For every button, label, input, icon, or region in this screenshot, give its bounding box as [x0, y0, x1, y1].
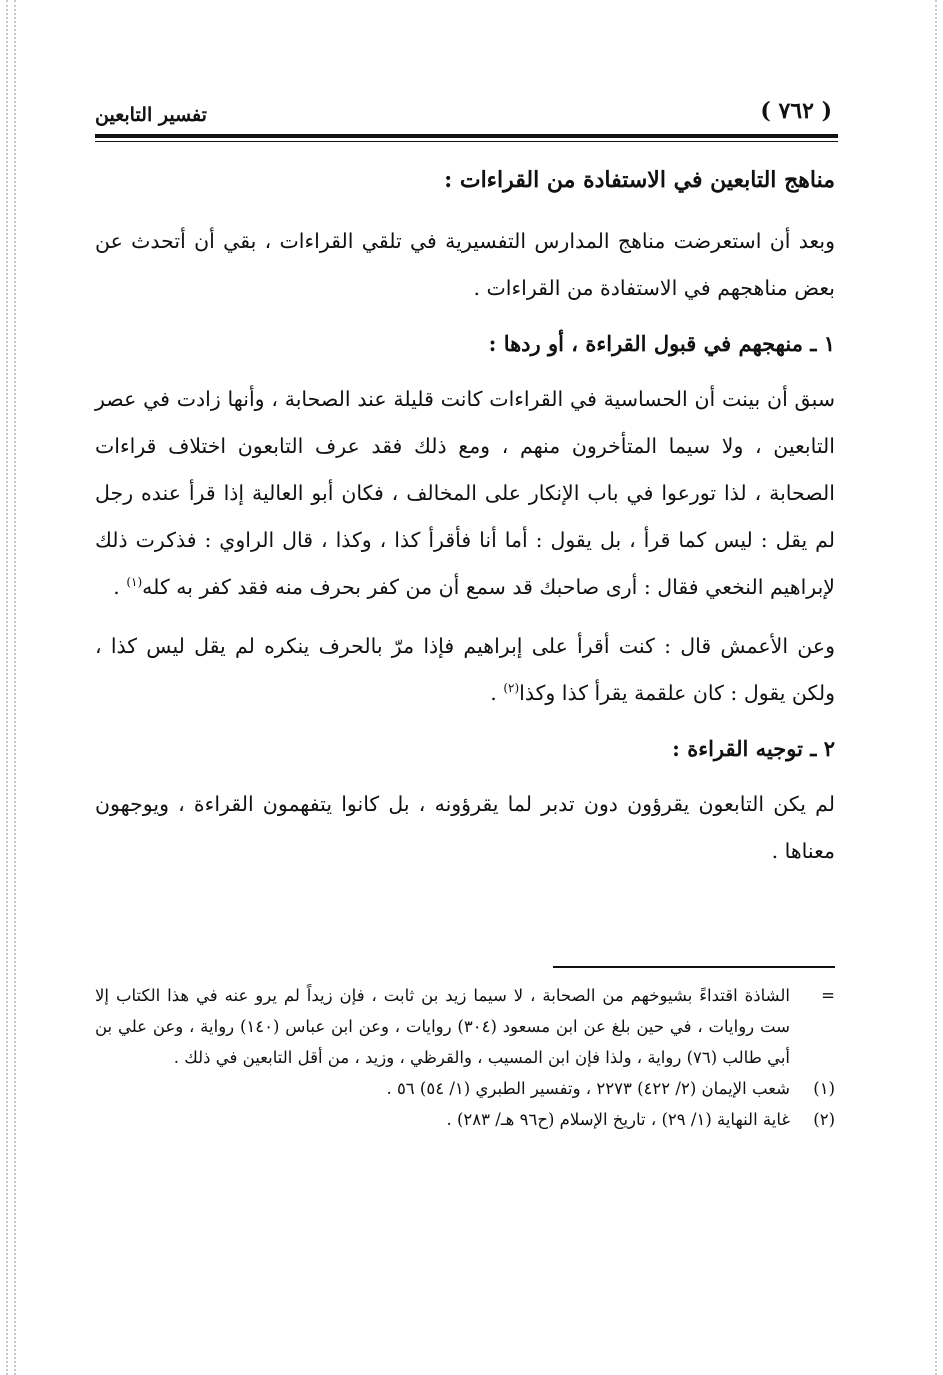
paragraph-text: وعن الأعمش قال : كنت أقرأ على إبراهيم فإذا مرّ بالحرف ينكره لم يقل ليس كذا ، ولكن يقول : كان علقمة يقرأ كذا وكذا — [95, 634, 835, 705]
footnote-text: الشاذة اقتداءً بشيوخهم من الصحابة ، لا سيما زيد بن ثابت ، فإن زيداً لم يرو عنه في هذا الكتاب إلا ست روايات ، في حين بلغ عن ابن مسعود (٣٠٤) روايات ، وعن ابن عباس (١٤٠) رواية ، وعن علي بن أبي طالب (٧٦) رواية ، ولذا فإن ابن المسيب ، والقرظي ، وزيد ، من أقل التابعين في ذلك . — [95, 986, 790, 1067]
footnote-mark: (٢) — [813, 1110, 835, 1129]
footnote-ref-1[interactable]: (١) — [126, 575, 143, 590]
paragraph-end: . — [490, 681, 504, 705]
footnotes — [95, 980, 835, 1135]
paragraph-amash — [95, 623, 835, 717]
scan-edge-dots-left-inner — [14, 0, 16, 1375]
subheading-acceptance: ١ ـ منهجهم في قبول القراءة ، أو ردها : — [488, 331, 835, 356]
footnote-text: غاية النهاية (١/ ٢٩) ، تاريخ الإسلام (ح٩٦ هـ/ ٢٨٣) . — [446, 1110, 790, 1129]
footnote-mark: (١) — [813, 1079, 835, 1098]
scan-edge-dots-right — [935, 0, 937, 1375]
paragraph-sensitivity — [95, 376, 835, 611]
footnote-continued — [95, 980, 835, 1073]
page-header — [95, 98, 838, 130]
subheading-interpretation: ٢ ـ توجيه القراءة : — [672, 736, 835, 761]
footnote-1 — [95, 1073, 835, 1104]
footnote-separator — [553, 966, 835, 968]
paragraph-text: سبق أن بينت أن الحساسية في القراءات كانت قليلة عند الصحابة ، وأنها زادت في عصر التابعين ، ولا سيما المتأخرون منهم ، ومع ذلك فقد عرف التابعون اختلاف قراءات الصحابة ، لذا تورعوا في باب الإنكار على المخالف ، فكان أبو العالية إذا قرأ عنده رجل لم يقل : ليس كما قرأ ، بل يقول : أما أنا فأقرأ كذا ، وكذا ، قال الراوي : فذكرت ذلك لإبراهيم النخعي فقال : أرى صاحبك قد سمع أن من كفر بحرف منه فقد كفر به كله — [95, 387, 835, 599]
running-title: تفسير التابعين — [95, 104, 207, 126]
scan-edge-dots-left — [6, 0, 8, 1375]
intro-paragraph: وبعد أن استعرضت مناهج المدارس التفسيرية في تلقي القراءات ، بقي أن أتحدث عن بعض مناهجهم في الاستفادة من القراءات . — [95, 229, 835, 300]
footnote-2 — [95, 1104, 835, 1135]
footnote-text: شعب الإيمان (٢/ ٤٢٢) ٢٢٧٣ ، وتفسير الطبري (١/ ٥٤) ٥٦ . — [386, 1079, 790, 1098]
page-number: ( ٧٦٢ ) — [760, 98, 832, 124]
section-heading: مناهج التابعين في الاستفادة من القراءات : — [444, 167, 835, 193]
paragraph-interpretation: لم يكن التابعون يقرؤون دون تدبر لما يقرؤونه ، بل كانوا يتفهمون القراءة ، ويوجهون معناها . — [95, 792, 835, 863]
footnote-ref-2[interactable]: (٢) — [503, 681, 520, 696]
header-rule-thick — [95, 134, 838, 138]
header-rule-thin — [95, 141, 838, 142]
paragraph-end: . — [113, 575, 127, 599]
page-body — [95, 160, 835, 887]
footnote-mark: = — [821, 986, 835, 1005]
